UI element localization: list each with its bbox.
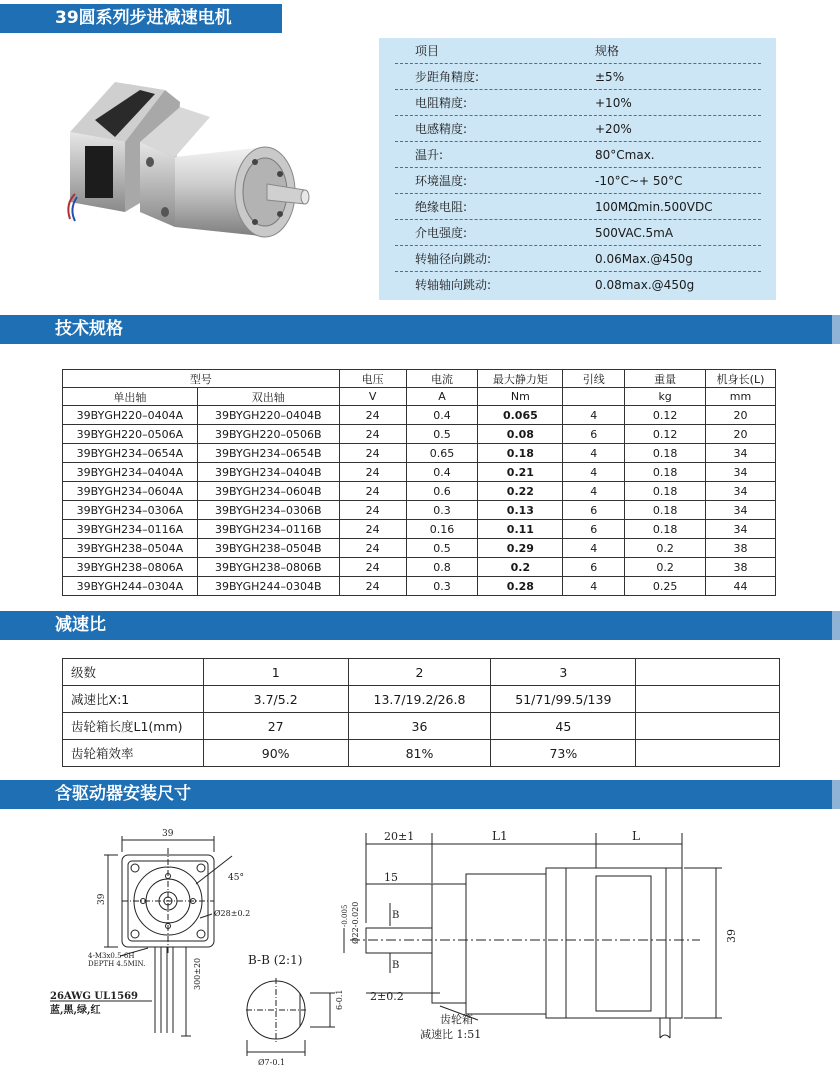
table-row <box>63 463 776 482</box>
col-unit: kg <box>625 388 706 406</box>
table-cell: 39BYGH238–0806B <box>197 558 339 577</box>
specs-row <box>395 142 761 168</box>
spec-value: 100MΩmin.500VDC <box>595 200 713 214</box>
table-cell: 0.2 <box>478 558 563 577</box>
table-cell: 0.3 <box>406 577 478 596</box>
col-header: 最大静力矩 <box>478 370 563 388</box>
col-unit: A <box>406 388 478 406</box>
table-row <box>63 577 776 596</box>
ratio-title: 减速比 <box>55 615 106 635</box>
table-cell: 24 <box>339 501 406 520</box>
table-cell: 38 <box>706 558 776 577</box>
table-cell: 39BYGH234–0404A <box>63 463 198 482</box>
specs-row <box>395 168 761 194</box>
spec-value: 0.08max.@450g <box>595 278 695 292</box>
table-cell: 39BYGH238–0504B <box>197 539 339 558</box>
spec-key: 电感精度: <box>415 122 468 136</box>
col-unit: Nm <box>478 388 563 406</box>
table-cell: 0.3 <box>406 501 478 520</box>
table-cell: 20 <box>706 425 776 444</box>
specs-header-spec: 规格 <box>595 44 620 58</box>
spec-key: 转轴径向跳动: <box>415 252 492 266</box>
holes-dim: 4-M3x0.5-6H <box>88 952 135 960</box>
spec-key: 环境温度: <box>415 174 468 188</box>
table-cell: 0.12 <box>625 425 706 444</box>
ratio-row <box>63 740 780 767</box>
table-cell: 39BYGH220–0506B <box>197 425 339 444</box>
ratio-cell: 3.7/5.2 <box>203 686 348 713</box>
table-row <box>63 558 776 577</box>
col-header: 重量 <box>625 370 706 388</box>
specs-header-item: 项目 <box>415 44 440 58</box>
specs-row <box>395 194 761 220</box>
col-header: 型号 <box>63 370 340 388</box>
table-cell: 0.4 <box>406 463 478 482</box>
table-row <box>63 425 776 444</box>
lead-length-dim: 300±20 <box>193 957 202 990</box>
specs-row <box>395 64 761 90</box>
table-cell: 4 <box>563 539 625 558</box>
table-cell: 0.4 <box>406 406 478 425</box>
table-cell: 39BYGH234–0604A <box>63 482 198 501</box>
ratio-cell: 45 <box>491 713 636 740</box>
table-cell: 39BYGH234–0404B <box>197 463 339 482</box>
table-cell: 6 <box>563 425 625 444</box>
ratio-cell: 减速比X:1 <box>63 686 204 713</box>
table-cell: 44 <box>706 577 776 596</box>
ratio-cell: 36 <box>348 713 491 740</box>
spec-value: 0.06Max.@450g <box>595 252 693 266</box>
specs-row <box>395 272 761 298</box>
col-unit: 双出轴 <box>197 388 339 406</box>
specs-header-row <box>395 38 761 64</box>
bar-accent <box>832 611 840 640</box>
col-header: 机身长(L) <box>706 370 776 388</box>
flat-length-dim: 15 <box>384 871 398 884</box>
ratio-cell <box>636 713 780 740</box>
table-header-row <box>63 370 776 388</box>
table-cell: 0.25 <box>625 577 706 596</box>
table-cell: 0.11 <box>478 520 563 539</box>
table-cell: 24 <box>339 558 406 577</box>
motor-photo <box>55 62 315 262</box>
table-cell: 39BYGH234–0654A <box>63 444 198 463</box>
table-cell: 0.29 <box>478 539 563 558</box>
table-cell: 39BYGH220–0404B <box>197 406 339 425</box>
specs-row <box>395 220 761 246</box>
table-cell: 4 <box>563 482 625 501</box>
tech-spec-table <box>62 369 776 596</box>
ratio-cell: 51/71/99.5/139 <box>491 686 636 713</box>
wire-spec: 26AWG UL1569 <box>50 991 139 1002</box>
spec-key: 绝缘电阻: <box>415 200 468 214</box>
tech-table-body <box>63 406 776 596</box>
specs-row <box>395 246 761 272</box>
ratio-cell: 73% <box>491 740 636 767</box>
shaft-tol-dim: -0.005 <box>341 904 349 927</box>
section-title-mount <box>0 780 840 809</box>
ratio-cell <box>636 659 780 686</box>
table-cell: 39BYGH234–0116B <box>197 520 339 539</box>
section-dia-dim: Ø7-0.1 <box>258 1058 286 1067</box>
shaft-dia-dim: Ø22-0.020 <box>351 901 360 944</box>
table-cell: 0.65 <box>406 444 478 463</box>
table-cell: 39BYGH238–0504A <box>63 539 198 558</box>
table-cell: 0.22 <box>478 482 563 501</box>
table-cell: 24 <box>339 482 406 501</box>
front-height-dim: 39 <box>97 893 107 905</box>
col-header: 电流 <box>406 370 478 388</box>
table-cell: 34 <box>706 444 776 463</box>
ratio-cell: 级数 <box>63 659 204 686</box>
front-width-dim: 39 <box>162 829 174 839</box>
table-cell: 0.2 <box>625 539 706 558</box>
table-cell: 39BYGH234–0116A <box>63 520 198 539</box>
table-cell: 4 <box>563 577 625 596</box>
table-row <box>63 444 776 463</box>
table-cell: 0.5 <box>406 539 478 558</box>
spec-value: 500VAC.5mA <box>595 226 674 240</box>
bar-accent <box>832 315 840 344</box>
spec-value: +10% <box>595 96 632 110</box>
ratio-row <box>63 659 780 686</box>
table-cell: 39BYGH234–0604B <box>197 482 339 501</box>
table-cell: 0.065 <box>478 406 563 425</box>
series-title: 39圆系列步进减速电机 <box>55 8 232 28</box>
table-cell: 6 <box>563 558 625 577</box>
table-row <box>63 520 776 539</box>
mount-title: 含驱动器安装尺寸 <box>55 784 191 804</box>
specs-row <box>395 116 761 142</box>
section-title-tech <box>0 315 840 344</box>
ratio-row <box>63 686 780 713</box>
table-cell: 0.18 <box>625 501 706 520</box>
table-cell: 4 <box>563 406 625 425</box>
table-cell: 39BYGH234–0306A <box>63 501 198 520</box>
table-cell: 24 <box>339 539 406 558</box>
ratio-cell: 1 <box>203 659 348 686</box>
table-cell: 24 <box>339 577 406 596</box>
table-cell: 0.16 <box>406 520 478 539</box>
table-cell: 4 <box>563 463 625 482</box>
angle-dim: 45° <box>228 873 244 883</box>
ratio-table-body <box>63 659 780 767</box>
table-cell: 0.18 <box>625 463 706 482</box>
table-cell: 39BYGH220–0404A <box>63 406 198 425</box>
spec-key: 电阻精度: <box>415 96 468 110</box>
spec-value: +20% <box>595 122 632 136</box>
spec-key: 步距角精度: <box>415 70 480 84</box>
col-header: 引线 <box>563 370 625 388</box>
table-cell: 0.18 <box>478 444 563 463</box>
spec-key: 温升: <box>415 148 444 162</box>
bar-accent <box>832 780 840 809</box>
ratio-label: 减速比 1:51 <box>420 1028 482 1041</box>
table-cell: 4 <box>563 444 625 463</box>
side-view-gearbox <box>432 884 466 1003</box>
col-unit: 单出轴 <box>63 388 198 406</box>
ratio-row <box>63 713 780 740</box>
table-row <box>63 501 776 520</box>
ratio-table <box>62 658 780 767</box>
table-cell: 39BYGH234–0654B <box>197 444 339 463</box>
table-row <box>63 539 776 558</box>
table-cell: 6 <box>563 520 625 539</box>
ratio-cell: 81% <box>348 740 491 767</box>
ratio-cell <box>636 686 780 713</box>
table-cell: 39BYGH220–0506A <box>63 425 198 444</box>
section-flat-dim: 6-0.1 <box>335 989 344 1010</box>
table-cell: 34 <box>706 520 776 539</box>
holes-depth-dim: DEPTH 4.5MIN. <box>88 960 146 968</box>
pilot-dia-dim: Ø28±0.2 <box>214 909 251 918</box>
table-cell: 34 <box>706 501 776 520</box>
flange-thickness-dim: 2±0.2 <box>370 990 404 1003</box>
table-cell: 0.5 <box>406 425 478 444</box>
table-cell: 0.21 <box>478 463 563 482</box>
table-cell: 24 <box>339 463 406 482</box>
col-unit: V <box>339 388 406 406</box>
side-height-dim: 39 <box>725 929 738 943</box>
col-header: 电压 <box>339 370 406 388</box>
l1-dim: L1 <box>492 829 508 843</box>
ratio-cell: 13.7/19.2/26.8 <box>348 686 491 713</box>
table-cell: 0.6 <box>406 482 478 501</box>
ratio-cell: 3 <box>491 659 636 686</box>
ratio-cell: 齿轮箱效率 <box>63 740 204 767</box>
table-cell: 34 <box>706 463 776 482</box>
table-row <box>63 406 776 425</box>
spec-key: 转轴轴向跳动: <box>415 278 492 292</box>
table-cell: 0.8 <box>406 558 478 577</box>
table-cell: 0.18 <box>625 444 706 463</box>
wire-colors: 蓝,黑,绿,红 <box>50 1005 101 1016</box>
table-unit-row <box>63 388 776 406</box>
section-mark-b: B <box>392 910 400 921</box>
table-row <box>63 482 776 501</box>
l-dim: L <box>632 829 640 843</box>
gearbox-label: 齿轮箱 <box>440 1013 473 1026</box>
specs-row <box>395 90 761 116</box>
section-mark-b: B <box>392 960 400 971</box>
spec-key: 介电强度: <box>415 226 468 240</box>
dimension-drawing <box>0 808 840 1069</box>
table-cell: 20 <box>706 406 776 425</box>
spec-value: 80°Cmax. <box>595 148 655 162</box>
table-cell: 38 <box>706 539 776 558</box>
table-cell: 39BYGH244–0304B <box>197 577 339 596</box>
tech-title: 技术规格 <box>55 319 123 339</box>
table-cell: 0.12 <box>625 406 706 425</box>
table-cell: 0.18 <box>625 482 706 501</box>
table-cell: 39BYGH234–0306B <box>197 501 339 520</box>
table-cell: 24 <box>339 406 406 425</box>
ratio-cell: 90% <box>203 740 348 767</box>
table-cell: 6 <box>563 501 625 520</box>
table-cell: 0.28 <box>478 577 563 596</box>
col-unit <box>563 388 625 406</box>
spec-value: ±5% <box>595 70 625 84</box>
section-title-ratio <box>0 611 840 640</box>
specs-panel <box>379 38 776 300</box>
shaft-length-dim: 20±1 <box>384 830 415 843</box>
table-cell: 24 <box>339 444 406 463</box>
ratio-cell: 2 <box>348 659 491 686</box>
table-cell: 39BYGH244–0304A <box>63 577 198 596</box>
section-title: B-B (2:1) <box>248 953 303 967</box>
table-cell: 24 <box>339 425 406 444</box>
table-cell: 0.08 <box>478 425 563 444</box>
table-cell: 39BYGH238–0806A <box>63 558 198 577</box>
table-cell: 0.2 <box>625 558 706 577</box>
ratio-cell: 齿轮箱长度L1(mm) <box>63 713 204 740</box>
table-cell: 0.18 <box>625 520 706 539</box>
ratio-cell <box>636 740 780 767</box>
table-cell: 34 <box>706 482 776 501</box>
spec-value: -10°C~+ 50°C <box>595 174 683 188</box>
ratio-cell: 27 <box>203 713 348 740</box>
table-cell: 24 <box>339 520 406 539</box>
section-title-series <box>0 4 282 33</box>
table-cell: 0.13 <box>478 501 563 520</box>
col-unit: mm <box>706 388 776 406</box>
